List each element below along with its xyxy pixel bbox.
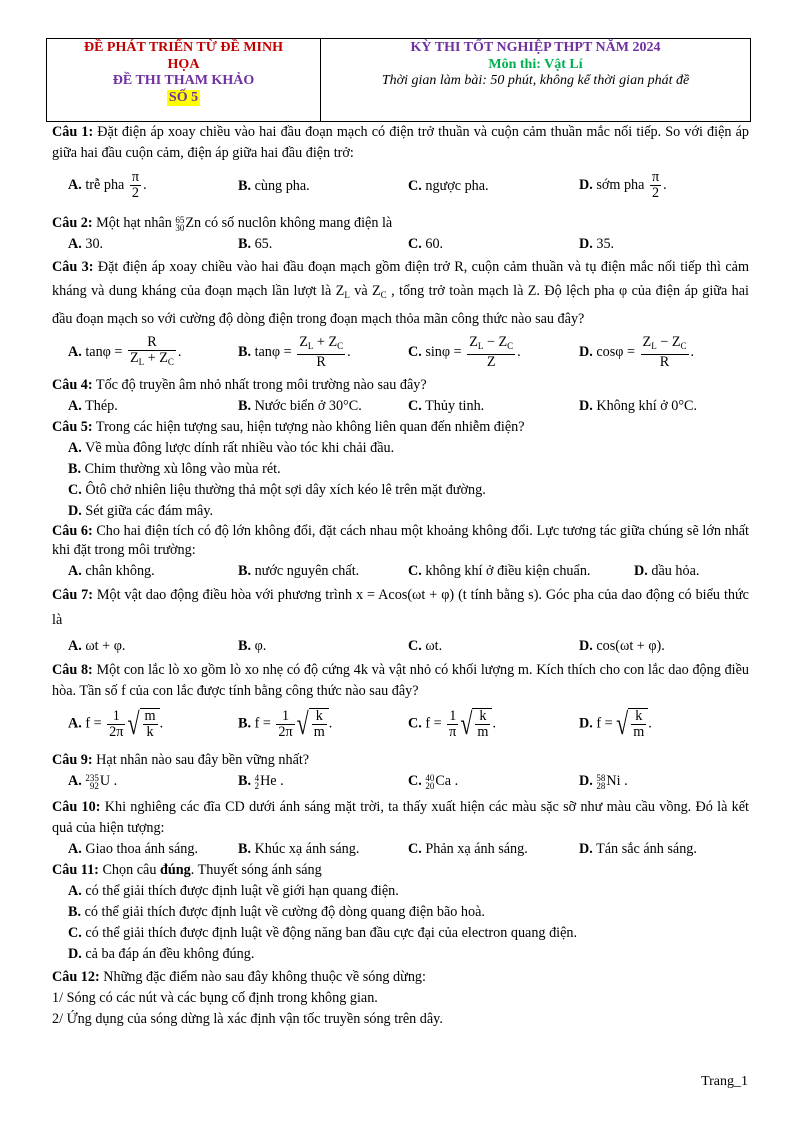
question-5: Câu 5: Trong các hiện tượng sau, hiện tượng nào không liên quan đến nhiễm điện? (52, 419, 525, 435)
q6-option-d[interactable]: D. dầu hỏa. (634, 563, 700, 579)
q7-options (52, 633, 749, 660)
q2-option-b[interactable]: B. 65. (238, 236, 273, 252)
page-number: Trang_1 (701, 1074, 748, 1089)
q9-options (52, 771, 749, 797)
q2-option-c[interactable]: C. 60. (408, 236, 444, 252)
q11-option-b[interactable]: B. có thể giải thích được định luật về cường độ dòng quang điện bão hoà. (68, 904, 485, 920)
header-left-line3: ĐỀ THI THAM KHẢO (112, 73, 255, 88)
question-8: Câu 8: Một con lắc lò xo gồm lò xo nhẹ có độ cứng 4k và vật nhỏ có khối lượng m. Kích thích cho con lắc dao động điều hòa. Tần số f của con lắc được tính bằng công thức nào sau đây? (52, 662, 749, 699)
q8-option-d[interactable]: D. f = √ $\frac{k}{m}$ . (579, 705, 652, 741)
q10-option-c[interactable]: C. Phản xạ ánh sáng. (408, 841, 528, 857)
question-12: Câu 12: Những đặc điểm nào sau đây không thuộc về sóng dừng: (52, 969, 426, 985)
q2-options (52, 234, 749, 255)
question-6: Câu 6: Cho hai điện tích có độ lớn không đổi, đặt cách nhau một khoảng không đổi. Lực tương tác giữa chúng sẽ lớn nhất khi đặt trong môi trường: (52, 523, 749, 558)
question-4: Câu 4: Tốc độ truyền âm nhỏ nhất trong môi trường nào sau đây? (52, 377, 427, 393)
q1-option-d[interactable]: D. sớm pha $\frac{\pi}{2}$ . (579, 169, 667, 201)
q6-option-b[interactable]: B. nước nguyên chất. (238, 563, 360, 579)
q4-options (52, 396, 749, 417)
q5-option-d[interactable]: D. Sét giữa các đám mây. (68, 503, 214, 519)
q3-options (52, 331, 749, 375)
q6-option-c[interactable]: C. không khí ở điều kiện chuẩn. (408, 563, 591, 579)
q9-option-a[interactable]: A. 235 92 U . (68, 772, 118, 791)
questions-content (52, 122, 749, 1030)
q10-option-d[interactable]: D. Tán sắc ánh sáng. (579, 841, 697, 857)
q8-options (52, 702, 749, 750)
q7-option-c[interactable]: C. ωt. (408, 638, 443, 654)
q6-option-a[interactable]: A. chân không. (68, 563, 155, 579)
question-2: Câu 2: Một hạt nhân 65 30 Zn có số nuclôn không mang điện là (52, 214, 393, 233)
header-left-line2: HỌA (167, 56, 200, 72)
header-right-line1: KỲ THI TỐT NGHIỆP THPT NĂM 2024 (410, 40, 661, 55)
q10-option-a[interactable]: A. Giao thoa ánh sáng. (68, 841, 199, 857)
question-10: Câu 10: Khi nghiêng các đĩa CD dưới ánh sáng mặt trời, ta thấy xuất hiện các màu sặc sỡ như màu cầu vồng. Đó là kết quả của hiện tượng: (52, 799, 749, 836)
question-9: Câu 9: Hạt nhân nào sau đây bền vững nhất? (52, 752, 310, 768)
q11-option-c[interactable]: C. có thể giải thích được định luật về động năng ban đầu cực đại của electron quang điện. (68, 925, 578, 941)
q11-option-d[interactable]: D. cả ba đáp án đều không đúng. (68, 946, 255, 962)
q3-option-b[interactable]: B. tanφ = $\frac{Z_L + Z_C}{R}$ . (238, 334, 351, 370)
q8-option-a[interactable]: A. f = $\frac{1}{2\pi}$ √ $\frac{m}{k}$ . (68, 705, 164, 741)
q3-option-c[interactable]: C. sinφ = $\frac{Z_L - Z_C}{Z}$ . (408, 334, 521, 370)
q12-statement-2: 2/ Ứng dụng của sóng dừng là xác định vận tốc truyền sóng trên dây. (52, 1011, 443, 1027)
q12-statement-1: 1/ Sóng có các nút và các bụng cố định trong không gian. (52, 990, 378, 1006)
header-right (321, 39, 750, 121)
header-left (47, 39, 321, 121)
q4-option-c[interactable]: C. Thủy tinh. (408, 398, 485, 414)
q6-options (52, 560, 749, 583)
q8-option-b[interactable]: B. f = $\frac{1}{2\pi}$ √ $\frac{k}{m}$ . (238, 705, 333, 741)
q2-option-d[interactable]: D. 35. (579, 236, 615, 252)
q5-option-a[interactable]: A. Về mùa đông lược dính rất nhiều vào tóc khi chải đầu. (68, 440, 395, 456)
q3-option-d[interactable]: D. cosφ = $\frac{Z_L - Z_C}{R}$ . (579, 334, 695, 370)
q2-option-a[interactable]: A. 30. (68, 236, 104, 252)
q7-option-d[interactable]: D. cos(ωt + φ). (579, 638, 665, 654)
zn-nucleus-symbol: 65 30 (175, 214, 185, 233)
q5-option-b[interactable]: B. Chim thường xù lông vào mùa rét. (68, 461, 281, 477)
header-right-line3: Thời gian làm bài: 50 phút, không kể thời gian phát đề (381, 73, 690, 88)
q9-option-c[interactable]: C. 40 20 Ca . (408, 772, 459, 791)
exam-header (46, 38, 751, 122)
q1-option-b[interactable]: B. cùng pha. (238, 178, 310, 194)
q5-option-c[interactable]: C. Ôtô chở nhiên liệu thường thả một sợi dây xích kéo lê trên mặt đường. (68, 482, 486, 498)
q4-option-d[interactable]: D. Không khí ở 0°C. (579, 398, 698, 414)
q7-option-b[interactable]: B. φ. (238, 638, 267, 654)
q9-option-d[interactable]: D. 58 28 Ni . (579, 772, 628, 791)
question-7: Câu 7: Một vật dao động điều hòa với phương trình x = Acos(ωt + φ) (t tính bằng s). Góc pha của dao động có biểu thức là (52, 587, 749, 628)
q9-option-b[interactable]: B. 4 2 He . (238, 772, 284, 791)
q4-option-b[interactable]: B. Nước biển ở 30°C. (238, 398, 362, 414)
q3-option-a[interactable]: A. tanφ = $\frac{R}{Z_L + Z_C}$ . (68, 334, 182, 367)
q10-option-b[interactable]: B. Khúc xạ ánh sáng. (238, 841, 360, 857)
header-left-line1: ĐỀ PHÁT TRIỂN TỪ ĐỀ MINH (83, 40, 283, 55)
header-left-line4: SỐ 5 (168, 89, 199, 105)
header-right-line2: Môn thi: Vật Lí (488, 56, 583, 72)
question-1: Câu 1: Đặt điện áp xoay chiều vào hai đầu đoạn mạch có điện trở thuần và cuộn cảm thuần mắc nối tiếp. So với điện áp giữa hai đầu cuộn cảm, điện áp giữa hai đầu điện trở: (52, 124, 749, 161)
question-11: Câu 11: Chọn câu đúng. Thuyết sóng ánh sáng (52, 862, 322, 878)
q1-options (52, 164, 749, 210)
q11-option-a[interactable]: A. có thể giải thích được định luật về giới hạn quang điện. (68, 883, 399, 899)
q7-option-a[interactable]: A. ωt + φ. (68, 638, 126, 654)
q4-option-a[interactable]: A. Thép. (68, 398, 118, 414)
q10-options (52, 839, 749, 860)
q1-option-c[interactable]: C. ngược pha. (408, 178, 489, 194)
q8-option-c[interactable]: C. f = $\frac{1}{\pi}$ √ $\frac{k}{m}$ . (408, 705, 497, 741)
q1-option-a[interactable]: A. trễ pha $\frac{\pi}{2}$ . (68, 169, 147, 201)
question-3: Câu 3: Đặt điện áp xoay chiều vào hai đầu đoạn mạch gồm điện trở R, cuộn cảm thuần và tụ điện mắc nối tiếp thì cảm kháng và dung kháng của đoạn mạch lần lượt là $Z_L$ và $Z_C$ , tổng trở toàn mạch là Z. Độ lệch pha φ của điện áp giữa hai đầu đoạn mạch so với cường độ dòng điện trong đoạn mạch thỏa mãn công thức nào sau đây? (52, 259, 749, 327)
